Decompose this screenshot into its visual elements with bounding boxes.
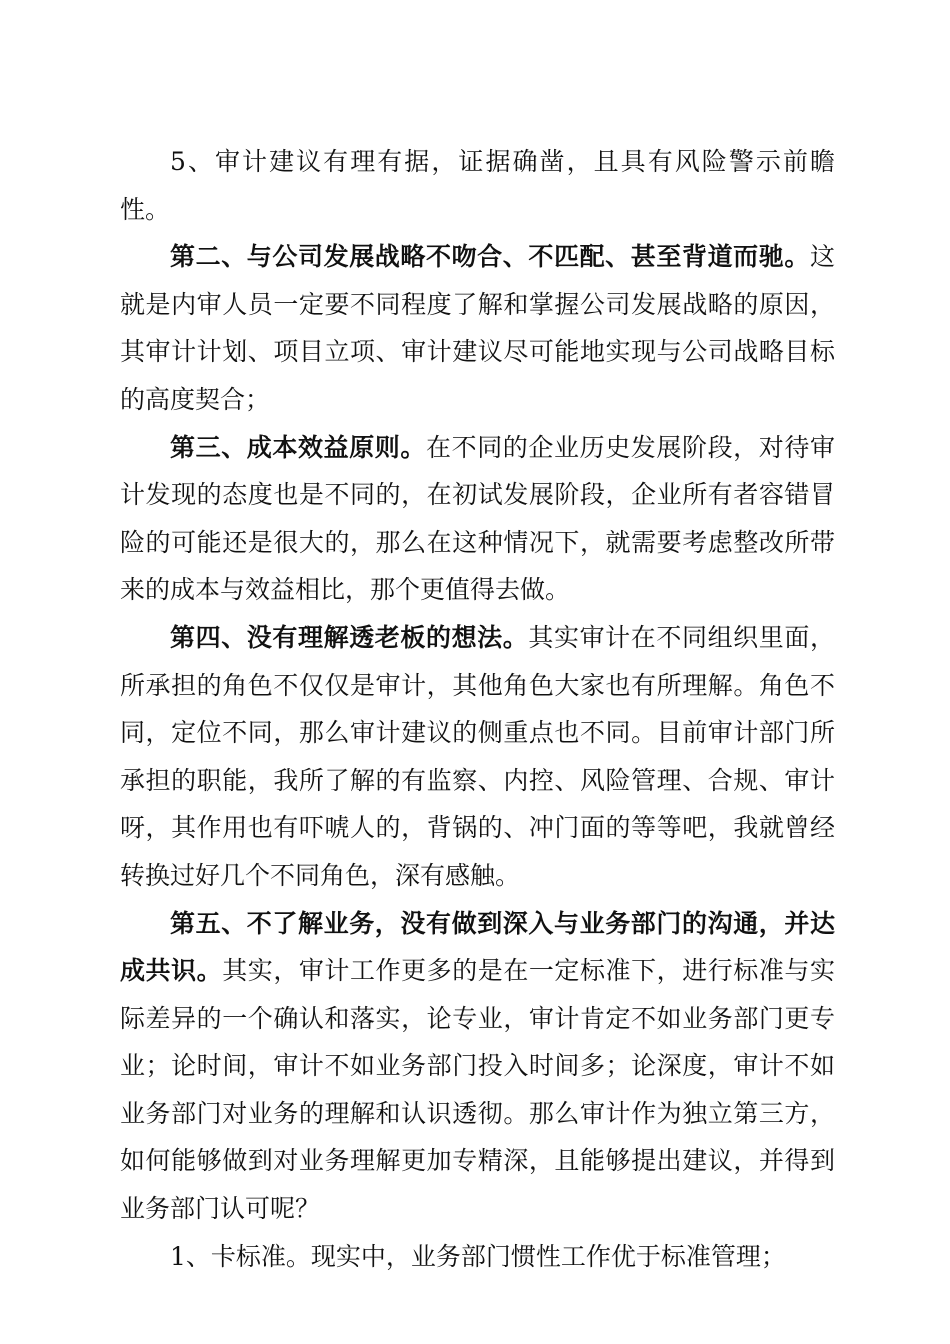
paragraph-text: 这就是内审人员一定要不同程度了解和掌握公司发展战略的原因，其审计计划、项目立项、审计建议尽可能地实现与公司战略目标的高度契合； <box>120 242 835 414</box>
paragraph-lead: 第四、没有理解透老板的想法。 <box>170 622 529 652</box>
document-body <box>120 138 835 1280</box>
paragraph-text: 1、卡标准。现实中，业务部门惯性工作优于标准管理； <box>170 1241 786 1271</box>
paragraph-third <box>120 424 835 614</box>
paragraph-text: 在不同的企业历史发展阶段，对待审计发现的态度也是不同的，在初试发展阶段，企业所有者容错冒险的可能还是很大的，那么在这种情况下，就需要考虑整改所带来的成本与效益相比，那个更值得去做。 <box>120 432 835 605</box>
paragraph-lead: 第二、与公司发展战略不吻合、不匹配、甚至背道而驰。 <box>170 242 810 272</box>
paragraph-lead: 第三、成本效益原则。 <box>170 432 426 462</box>
paragraph-lead: 第五、不了解业务，没有做到深入与业务部门的沟通，并达成共识。 <box>120 908 835 986</box>
paragraph-text: 其实审计在不同组织里面，所承担的角色不仅仅是审计，其他角色大家也有所理解。角色不同，定位不同，那么审计建议的侧重点也不同。目前审计部门所承担的职能，我所了解的有监察、内控、风险管理、合规、审计呀，其作用也有吓唬人的，背锅的、冲门面的等等吧，我就曾经转换过好几个不同角色，深有感触。 <box>120 622 835 890</box>
paragraph-fifth <box>120 900 835 1233</box>
paragraph-item-1 <box>120 1233 835 1281</box>
paragraph-text: 5、审计建议有理有据，证据确凿，且具有风险警示前瞻性。 <box>120 147 835 224</box>
paragraph-text: 其实，审计工作更多的是在一定标准下，进行标准与实际差异的一个确认和落实，论专业，审计肯定不如业务部门更专业；论时间，审计不如业务部门投入时间多；论深度，审计不如业务部门对业务的理解和认识透彻。那么审计作为独立第三方，如何能够做到对业务理解更加专精深，且能够提出建议，并得到业务部门认可呢？ <box>120 956 835 1224</box>
paragraph-fourth <box>120 614 835 900</box>
paragraph-point-5 <box>120 138 835 233</box>
paragraph-second <box>120 233 835 423</box>
